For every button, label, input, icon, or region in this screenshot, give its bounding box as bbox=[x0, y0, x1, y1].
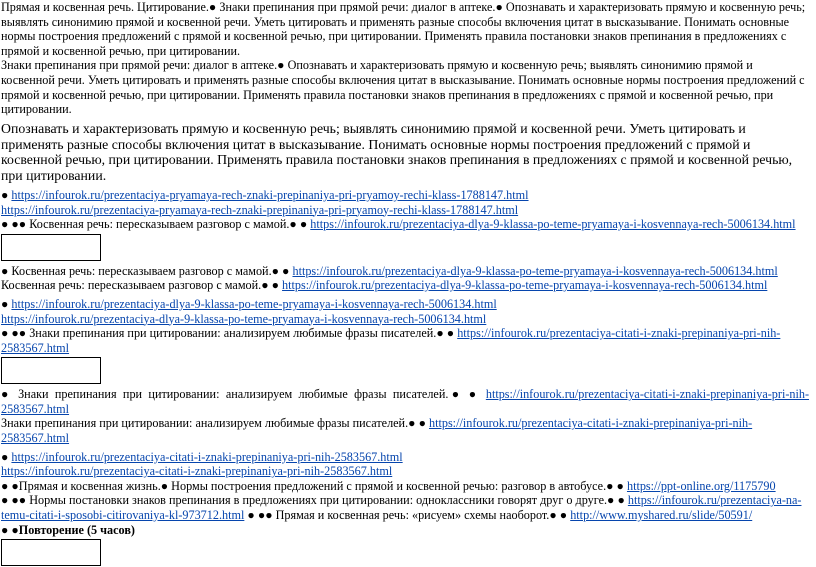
image-placeholder bbox=[1, 234, 101, 261]
bullet-icon: ● bbox=[208, 0, 217, 14]
link-line-1 bbox=[1, 188, 809, 203]
bullet-icon: ● bbox=[261, 278, 269, 293]
link-kosvennaya-rech[interactable]: https://infourok.ru/prezentaciya-dlya-9-klassa-po-teme-pryamaya-i-kosvennaya-rech-5006134.html bbox=[1, 311, 487, 326]
topic-text: Знаки препинания при цитировании: анализируем любимые фразы писателей. bbox=[1, 416, 409, 431]
link-ppt-online[interactable]: https://ppt-online.org/1175790 bbox=[626, 478, 776, 493]
text: Знаки препинания при прямой речи: диалог в аптеке. bbox=[1, 58, 278, 73]
paragraph-3: Опознавать и характеризовать прямую и косвенную речь; выявлять синонимию прямой и косвенной речи. Уметь цитировать и применять разные способы включения цитат в высказывание. Понимать основные нормы построения предложений с прямой и косвенной речью, при цитировании. Применять правила постановки знаков препинания в предложениях с прямой и косвенной речью, при цитировании. bbox=[1, 120, 793, 184]
paragraph-2 bbox=[1, 58, 809, 116]
bullet-icon: ● bbox=[1, 478, 9, 493]
link-citati[interactable]: https://infourok.ru/prezentaciya-citati-i-znaki-prepinaniya-pri-nih-2583567.html bbox=[1, 326, 781, 355]
link-kosvennaya-rech[interactable]: https://infourok.ru/prezentaciya-dlya-9-klassa-po-teme-pryamaya-i-kosvennaya-rech-5006134.html bbox=[282, 278, 768, 293]
topic-text: Косвенная речь: пересказываем разговор с мамой. bbox=[11, 263, 272, 278]
topic-text: Прямая и косвенная жизнь. bbox=[18, 478, 161, 493]
bullet-icon: ● bbox=[11, 478, 19, 493]
topic-text: Косвенная речь: пересказываем разговор с мамой. bbox=[29, 217, 290, 232]
link-line-2 bbox=[1, 203, 809, 218]
topic-text: Прямая и косвенная речь: «рисуем» схемы наоборот. bbox=[275, 508, 550, 523]
link-citati[interactable]: https://infourok.ru/prezentaciya-citati-i-znaki-prepinaniya-pri-nih-2583567.html bbox=[11, 449, 403, 464]
topic-line-quotes-3 bbox=[1, 416, 809, 445]
topic-text: Нормы построения предложений с прямой и косвенной речью: разговор в автобусе. bbox=[171, 478, 607, 493]
bullet-icon: ● bbox=[282, 263, 290, 278]
image-placeholder bbox=[1, 539, 101, 566]
topic-text: Косвенная речь: пересказываем разговор с мамой. bbox=[1, 278, 262, 293]
bullet-icon: ● bbox=[160, 478, 169, 493]
topic-line-indirect bbox=[1, 217, 809, 232]
link-citati[interactable]: https://infourok.ru/prezentaciya-citati-i-znaki-prepinaniya-pri-nih-2583567.html bbox=[1, 387, 810, 416]
topic-text: Знаки препинания при цитировании: анализируем любимые фразы писателей. bbox=[18, 387, 449, 402]
bullet-icon: ● bbox=[277, 58, 285, 73]
bullet-icon: ● bbox=[436, 326, 444, 341]
bullet-icon: ●● bbox=[11, 326, 27, 341]
bullet-icon: ● bbox=[448, 387, 463, 402]
bullet-icon: ● bbox=[271, 263, 279, 278]
bullet-icon: ● bbox=[607, 493, 615, 508]
bullet-icon: ● bbox=[617, 493, 625, 508]
bullet-icon: ● bbox=[559, 508, 568, 523]
bullet-icon: ● bbox=[1, 493, 9, 508]
bullet-icon: ● bbox=[468, 387, 480, 402]
paragraph-1 bbox=[1, 0, 809, 58]
topic-line-punct bbox=[1, 493, 809, 522]
bullet-icon: ●● bbox=[11, 493, 27, 508]
topic-line-life bbox=[1, 479, 809, 494]
link-kosvennaya-rech[interactable]: https://infourok.ru/prezentaciya-dlya-9-klassa-po-teme-pryamaya-i-kosvennaya-rech-5006134.html bbox=[292, 263, 778, 278]
bullet-icon: ● bbox=[446, 326, 455, 341]
bullet-icon: ● bbox=[1, 187, 12, 202]
topic-line-quotes-2 bbox=[1, 387, 809, 416]
link-citati[interactable]: https://infourok.ru/prezentaciya-citati-i-znaki-prepinaniya-pri-nih-2583567.html bbox=[1, 464, 393, 479]
bullet-icon: ● bbox=[495, 0, 503, 14]
link-kosvennaya-rech[interactable]: https://infourok.ru/prezentaciya-dlya-9-klassa-po-teme-pryamaya-i-kosvennaya-rech-5006134.html bbox=[11, 296, 497, 311]
link-citati[interactable]: https://infourok.ru/prezentaciya-citati-i-znaki-prepinaniya-pri-nih-2583567.html bbox=[1, 416, 753, 446]
bullet-icon: ● bbox=[408, 416, 416, 431]
image-placeholder bbox=[1, 357, 101, 384]
text: Знаки препинания при прямой речи: диалог в аптеке. bbox=[216, 0, 496, 14]
topic-line-indirect-3 bbox=[1, 278, 809, 293]
bullet-icon: ● bbox=[606, 478, 614, 493]
bullet-icon: ● bbox=[247, 508, 255, 523]
bullet-icon: ●● bbox=[11, 217, 27, 232]
bullet-icon: ● bbox=[1, 263, 9, 278]
bullet-icon: ● bbox=[289, 217, 297, 232]
bullet-icon: ● bbox=[11, 522, 19, 537]
topic-line-quotes bbox=[1, 326, 809, 355]
bullet-icon: ● bbox=[1, 522, 9, 537]
bullet-icon: ● bbox=[418, 416, 426, 431]
text: Опознавать и характеризовать прямую и косвенную речь; выявлять синонимию прямой и косвенной речи. Уметь цитировать и применять разные способы включения цитат в высказывание. Понимать основные нормы построения предложений с прямой и косвенной речью, при цитировании. Применять правила постановки знаков препинания в предложениях с прямой и косвенной речью, при цитировании. bbox=[1, 58, 805, 117]
bullet-icon: ● bbox=[1, 217, 9, 232]
link-kosvennaya-rech[interactable]: https://infourok.ru/prezentaciya-dlya-9-klassa-po-teme-pryamaya-i-kosvennaya-rech-5006134.html bbox=[310, 217, 796, 232]
text: Прямая и косвенная речь. Цитирование. bbox=[1, 0, 209, 14]
link-line-4 bbox=[1, 312, 809, 327]
link-myshared[interactable]: http://www.myshared.ru/slide/50591/ bbox=[570, 508, 753, 523]
bullet-icon: ● bbox=[549, 508, 557, 523]
bullet-icon: ● bbox=[616, 478, 624, 493]
link-line-5 bbox=[1, 450, 809, 465]
bullet-icon: ● bbox=[271, 278, 279, 293]
link-pryamaya-rech[interactable]: https://infourok.ru/prezentaciya-pryamaya-rech-znaki-prepinaniya-pri-pryamoy-rechi-klass-1788147.html bbox=[11, 187, 529, 202]
heading-text: Повторение (5 часов) bbox=[18, 522, 135, 537]
bullet-icon: ● bbox=[299, 217, 308, 232]
section-heading bbox=[1, 523, 809, 538]
link-citati-sposobi[interactable]: https://infourok.ru/prezentaciya-na-temu-citati-i-sposobi-citirovaniya-kl-973712.html bbox=[1, 493, 802, 523]
link-line-6 bbox=[1, 464, 809, 479]
bullet-icon: ●● bbox=[257, 508, 273, 523]
topic-text: Знаки препинания при цитировании: анализируем любимые фразы писателей. bbox=[29, 326, 437, 341]
topic-text: Нормы постановки знаков препинания в предложениях при цитировании: одноклассники говорят друг о друге. bbox=[29, 493, 608, 508]
bullet-icon: ● bbox=[1, 449, 12, 464]
link-pryamaya-rech[interactable]: https://infourok.ru/prezentaciya-pryamaya-rech-znaki-prepinaniya-pri-pryamoy-rechi-klass-1788147.html bbox=[1, 202, 519, 217]
text: Опознавать и характеризовать прямую и косвенную речь; выявлять синонимию прямой и косвенной речи. Уметь цитировать и применять разные способы включения цитат в высказывание. Понимать основные нормы построения предложений с прямой и косвенной речью, при цитировании. Применять правила постановки знаков препинания в предложениях с прямой и косвенной речью, при цитировании. bbox=[1, 0, 806, 58]
topic-line-indirect-2 bbox=[1, 264, 809, 279]
link-line-3 bbox=[1, 297, 809, 312]
bullet-icon: ● bbox=[1, 296, 12, 311]
bullet-icon: ● bbox=[1, 326, 9, 341]
bullet-icon: ● bbox=[1, 387, 12, 402]
